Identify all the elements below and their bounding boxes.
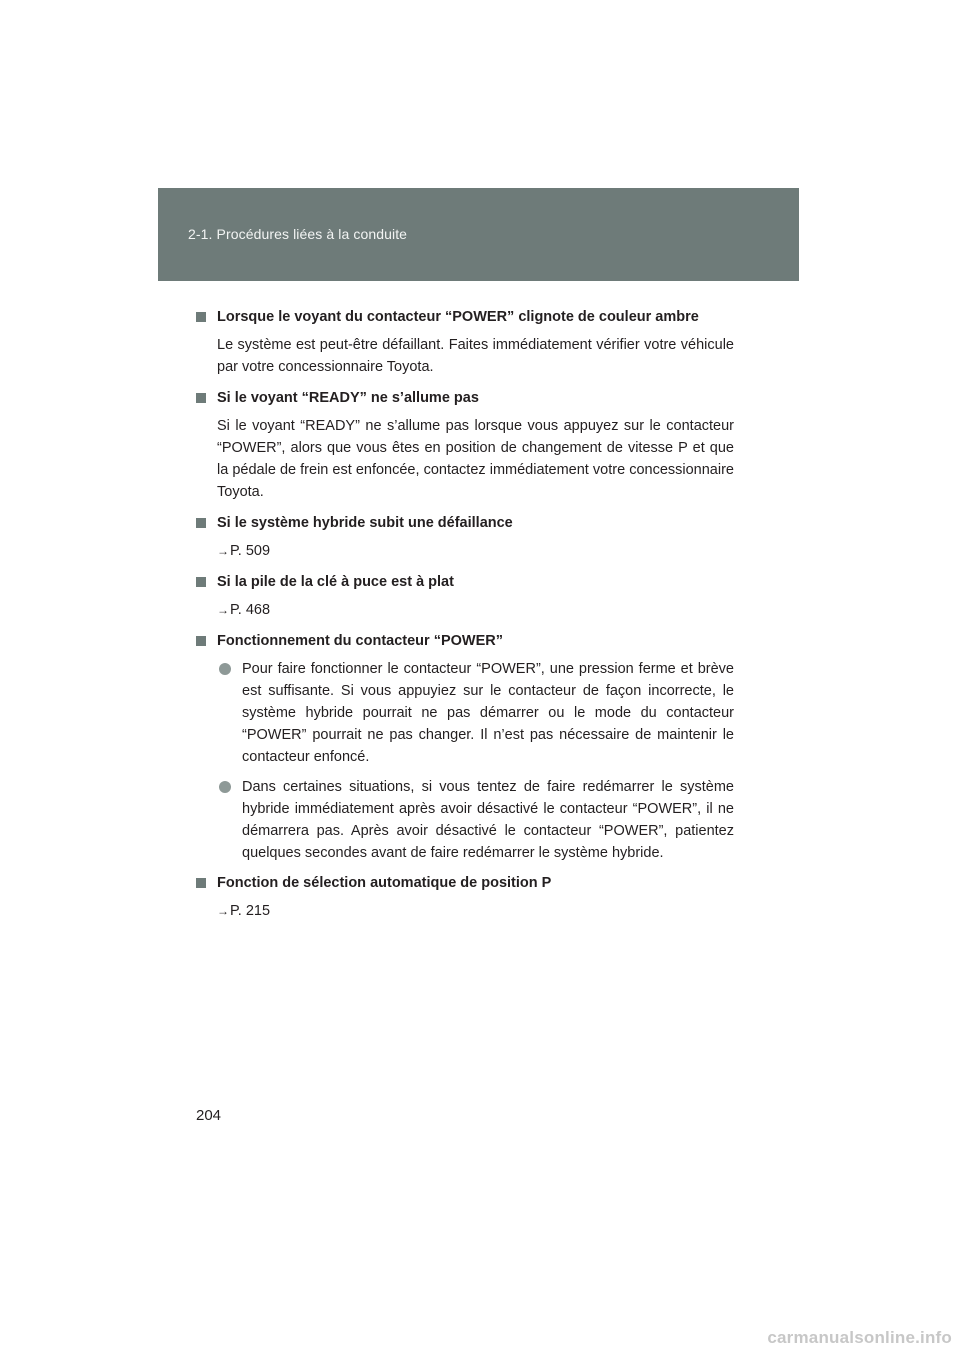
square-bullet-icon [196, 878, 206, 888]
list-item-text: Dans certaines situations, si vous tentez de faire redémarrer le système hybride immédiatement après avoir désactivé le contacteur “POWER”, il ne démarrera pas. Après avoir désactivé le contacteur “POWER”, patientez quelques secondes avant de faire redémarrer le système hybride. [242, 779, 734, 861]
square-bullet-icon [196, 636, 206, 646]
chapter-header-band [158, 188, 799, 281]
section-smart-key-battery [196, 571, 734, 621]
list-item-text: Pour faire fonctionner le contacteur “POWER”, une pression ferme et brève est suffisante. Si vous appuyiez sur le contacteur de façon incorrecte, le système hybride pourrait ne pas démarrer ou le mode du contacteur “POWER” pourrait ne pas changer. Il n’est pas nécessaire de maintenir le contacteur enfoncé. [242, 661, 734, 765]
arrow-right-icon: → [217, 603, 229, 617]
page-content [196, 306, 734, 931]
section-heading [196, 630, 734, 652]
chapter-section-title: 2-1. Procédures liées à la conduite [188, 226, 408, 242]
arrow-right-icon: → [217, 544, 229, 558]
section-heading [196, 387, 734, 409]
section-heading-text: Si le voyant “READY” ne s’allume pas [217, 390, 479, 406]
page-number: 204 [196, 1107, 222, 1124]
section-auto-p-selection [196, 872, 734, 922]
square-bullet-icon [196, 312, 206, 322]
list-item [196, 658, 734, 768]
section-hybrid-failure [196, 512, 734, 562]
circle-bullet-icon [219, 781, 231, 793]
section-heading-text: Fonctionnement du contacteur “POWER” [217, 633, 503, 649]
page-reference[interactable] [196, 599, 734, 621]
arrow-right-icon: → [217, 904, 229, 918]
page-reference[interactable] [196, 900, 734, 922]
section-body: Si le voyant “READY” ne s’allume pas lorsque vous appuyez sur le contacteur “POWER”, alors que vous êtes en position de changement de vitesse P et que la pédale de frein est enfoncée, contactez immédiatement votre concessionnaire Toyota. [217, 418, 734, 500]
watermark-logo: carmanualsonline.info [767, 1328, 952, 1347]
square-bullet-icon [196, 393, 206, 403]
section-power-switch-operation [196, 630, 734, 864]
section-heading [196, 571, 734, 593]
circle-bullet-icon [219, 663, 231, 675]
square-bullet-icon [196, 577, 206, 587]
section-body: Le système est peut-être défaillant. Faites immédiatement vérifier votre véhicule par votre concessionnaire Toyota. [217, 337, 734, 375]
section-heading [196, 512, 734, 534]
page-reference-text: P. 509 [230, 543, 271, 559]
section-heading [196, 306, 734, 328]
section-heading-text: Si la pile de la clé à puce est à plat [217, 574, 454, 590]
section-heading [196, 872, 734, 894]
list-item [196, 776, 734, 864]
section-heading-text: Lorsque le voyant du contacteur “POWER” clignote de couleur ambre [217, 309, 699, 325]
section-power-flashing-amber [196, 306, 734, 378]
page-reference[interactable] [196, 540, 734, 562]
section-heading-text: Si le système hybride subit une défaillance [217, 515, 513, 531]
page-reference-text: P. 215 [230, 903, 271, 919]
square-bullet-icon [196, 518, 206, 528]
section-ready-not-lit [196, 387, 734, 503]
page-reference-text: P. 468 [230, 602, 271, 618]
section-heading-text: Fonction de sélection automatique de position P [217, 875, 552, 891]
